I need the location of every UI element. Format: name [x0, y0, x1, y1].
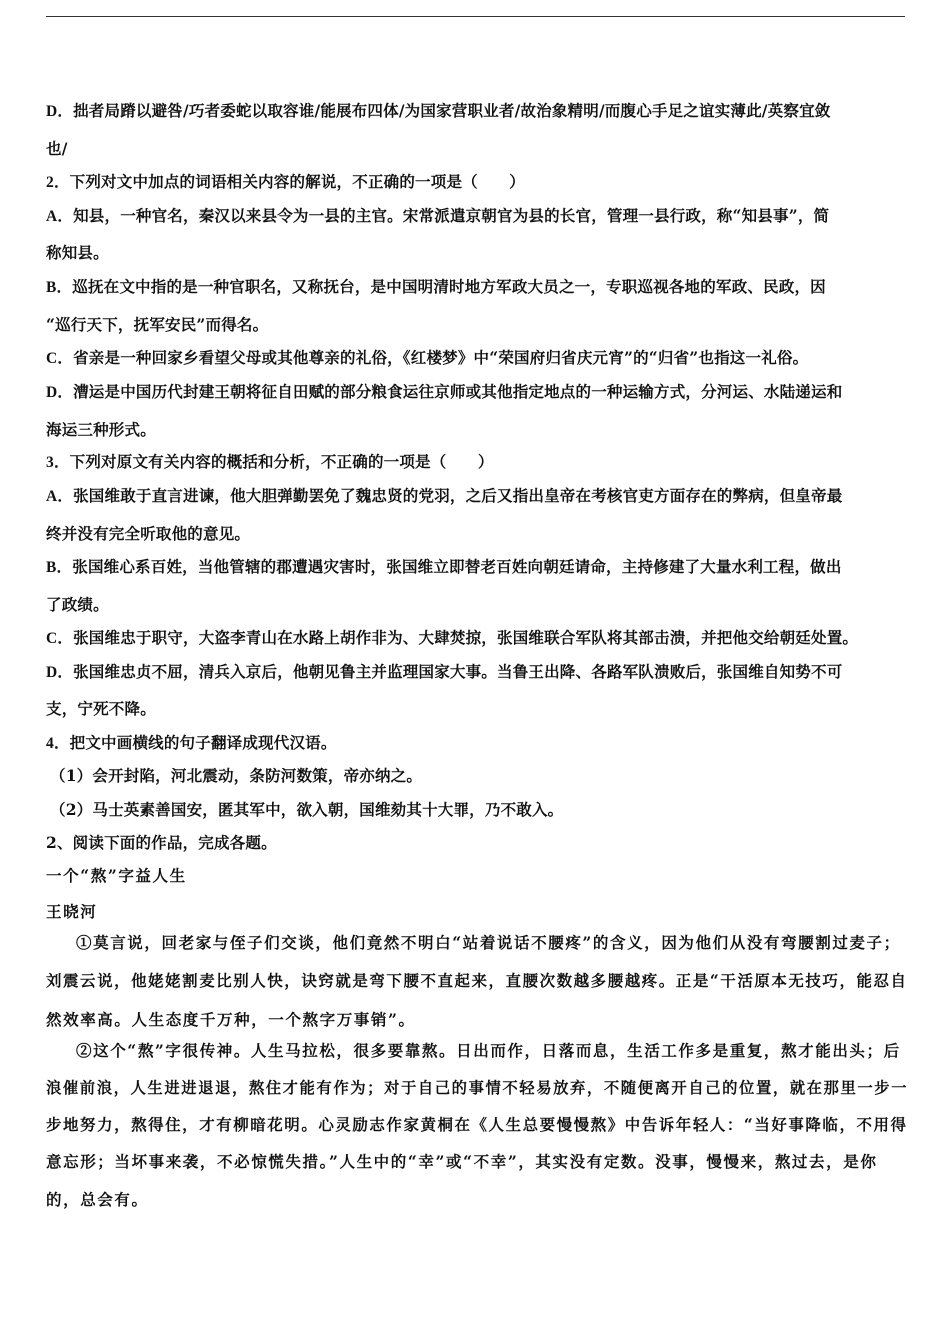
question-4	[46, 732, 908, 755]
q3-option-b	[46, 556, 908, 579]
q3-option-a-continuation	[46, 523, 908, 545]
option-text: 张国维心系百姓，当他管辖的郡遭遇灾害时，张国维立即替老百姓向朝廷请命，主持修建了大量水利工程，做出	[72, 557, 842, 576]
continuation-text: “巡行天下，抚军安民”而得名。	[46, 315, 269, 334]
section-2-heading	[46, 832, 908, 854]
q2-option-d-continuation	[46, 419, 908, 441]
question-text: 下列对文中加点的词语相关内容的解说，不正确的一项是（ ）	[69, 172, 525, 191]
paragraph-text: 步地努力，熬得住，才有柳暗花明。心灵励志作家黄桐在《人生总要慢慢熬》中告诉年轻人：“当好事降临，不用得	[46, 1115, 908, 1134]
q2-option-a-continuation	[46, 242, 908, 264]
question-3	[46, 451, 908, 474]
essay-paragraph-1-line-3	[46, 1009, 908, 1031]
option-text: 拙者局蹐以避咎/巧者委蛇以取容谁/能展布四体/为国家营职业者/故治象精明/而腹心手足之谊实薄此/英察宜敛	[73, 101, 831, 120]
option-label: C．	[46, 350, 74, 367]
q4-sentence-2	[50, 799, 912, 821]
paragraph-text: 的，总会有。	[46, 1190, 149, 1209]
paragraph-text: 然效率高。人生态度千万种，一个熬字万事销”。	[46, 1010, 416, 1029]
essay-title	[46, 865, 908, 887]
option-label: D．	[46, 384, 74, 401]
option-label: D．	[46, 664, 74, 681]
question-number: 2．	[46, 174, 70, 191]
question-number: 4．	[46, 735, 70, 752]
question-text: 下列对原文有关内容的概括和分析，不正确的一项是（ ）	[69, 452, 494, 471]
option-label: B．	[46, 279, 73, 296]
option-text: 省亲是一种回家乡看望父母或其他尊亲的礼俗，《红楼梦》中“荣国府归省庆元宵”的“归省”也指这一礼俗。	[73, 348, 809, 367]
continuation-text: 了政绩。	[46, 595, 109, 614]
continuation-text: 也/	[46, 139, 68, 158]
paragraph-text: 意忘形；当坏事来袭，不必惊慌失措。”人生中的“幸”或“不幸”，其实没有定数。没事，慢慢来，熬过去，是你	[46, 1152, 878, 1171]
essay-paragraph-2-line-5	[46, 1189, 908, 1211]
option-text: 巡抚在文中指的是一种官职名，又称抚台，是中国明清时地方军政大员之一，专职巡视各地的军政、民政，因	[72, 277, 826, 296]
q3-option-a	[46, 485, 908, 508]
question-text: 把文中画横线的句子翻译成现代汉语。	[69, 733, 337, 752]
essay-paragraph-2-line-3	[46, 1114, 908, 1136]
option-label: A．	[46, 488, 74, 505]
option-d-line	[46, 100, 908, 123]
q2-option-a	[46, 205, 908, 228]
essay-paragraph-1-line-2	[46, 970, 908, 992]
option-label: C．	[46, 630, 74, 647]
q2-option-d	[46, 381, 908, 404]
option-text: 漕运是中国历代封建王朝将征自田赋的部分粮食运往京师或其他指定地点的一种运输方式，分河运、水陆递运和	[73, 382, 843, 401]
question-2	[46, 171, 908, 194]
paragraph-text: 浪催前浪，人生进进退退，熬住才能有作为；对于自己的事情不轻易放弃，不随便离开自己的位置，就在那里一步一	[46, 1078, 909, 1097]
option-label: A．	[46, 208, 74, 225]
option-d-continuation	[46, 138, 908, 160]
q4-sentence-1	[50, 765, 912, 787]
essay-author	[46, 901, 908, 923]
sentence-text: （2）马士英素善国安，匿其军中，欲入朝，国维劾其十大罪，乃不敢入。	[50, 800, 564, 819]
continuation-text: 支，宁死不降。	[46, 699, 156, 718]
option-text: 张国维敢于直言进谏，他大胆弹勤罢免了魏忠贤的党羽，之后又指出皇帝在考核官吏方面存在的弊病，但皇帝最	[73, 486, 843, 505]
continuation-text: 称知县。	[46, 243, 109, 262]
essay-paragraph-1-line-1	[76, 932, 906, 954]
header-rule	[46, 16, 905, 17]
paragraph-text: ②这个“熬”字很传神。人生马拉松，很多要靠熬。日出而作，日落而息，生活工作多是重复，熬才能出头；后	[76, 1041, 901, 1060]
q3-option-d	[46, 661, 908, 684]
q3-option-d-continuation	[46, 698, 908, 720]
question-number: 3．	[46, 454, 70, 471]
q2-option-b	[46, 276, 908, 299]
essay-author-text: 王晓河	[46, 902, 98, 921]
option-text: 知县，一种官名，秦汉以来县令为一县的主官。宋常派遣京朝官为县的长官，管理一县行政，称“知县事”，简	[73, 206, 830, 225]
option-text: 张国维忠于职守，大盗李青山在水路上胡作非为、大肆焚掠，张国维联合军队将其部击溃，并把他交给朝廷处置。	[73, 628, 859, 647]
essay-title-text: 一个“熬”字益人生	[46, 866, 187, 885]
essay-paragraph-2-line-1	[76, 1040, 906, 1062]
q3-option-b-continuation	[46, 594, 908, 616]
paragraph-text: ①莫言说，回老家与侄子们交谈，他们竟然不明白“站着说话不腰疼”的含义，因为他们从没有弯腰割过麦子；	[76, 933, 901, 952]
q2-option-b-continuation	[46, 314, 908, 336]
q3-option-c	[46, 627, 908, 650]
section-heading-text: 2、阅读下面的作品，完成各题。	[46, 833, 277, 852]
q2-option-c	[46, 347, 908, 370]
paragraph-text: 刘震云说，他姥姥割麦比别人快，诀窍就是弯下腰不直起来，直腰次数越多腰越疼。正是“干活原本无技巧，能忍自	[46, 971, 908, 990]
continuation-text: 终并没有完全听取他的意见。	[46, 524, 251, 543]
option-label: D．	[46, 103, 74, 120]
sentence-text: （1）会开封陷，河北震动，条防河数策，帝亦纳之。	[50, 766, 423, 785]
essay-paragraph-2-line-2	[46, 1077, 909, 1099]
essay-paragraph-2-line-4	[46, 1151, 908, 1173]
continuation-text: 海运三种形式。	[46, 420, 156, 439]
option-label: B．	[46, 559, 73, 576]
option-text: 张国维忠贞不屈，清兵入京后，他朝见鲁主并监理国家大事。当鲁王出降、各路军队溃败后，张国维自知势不可	[73, 662, 843, 681]
